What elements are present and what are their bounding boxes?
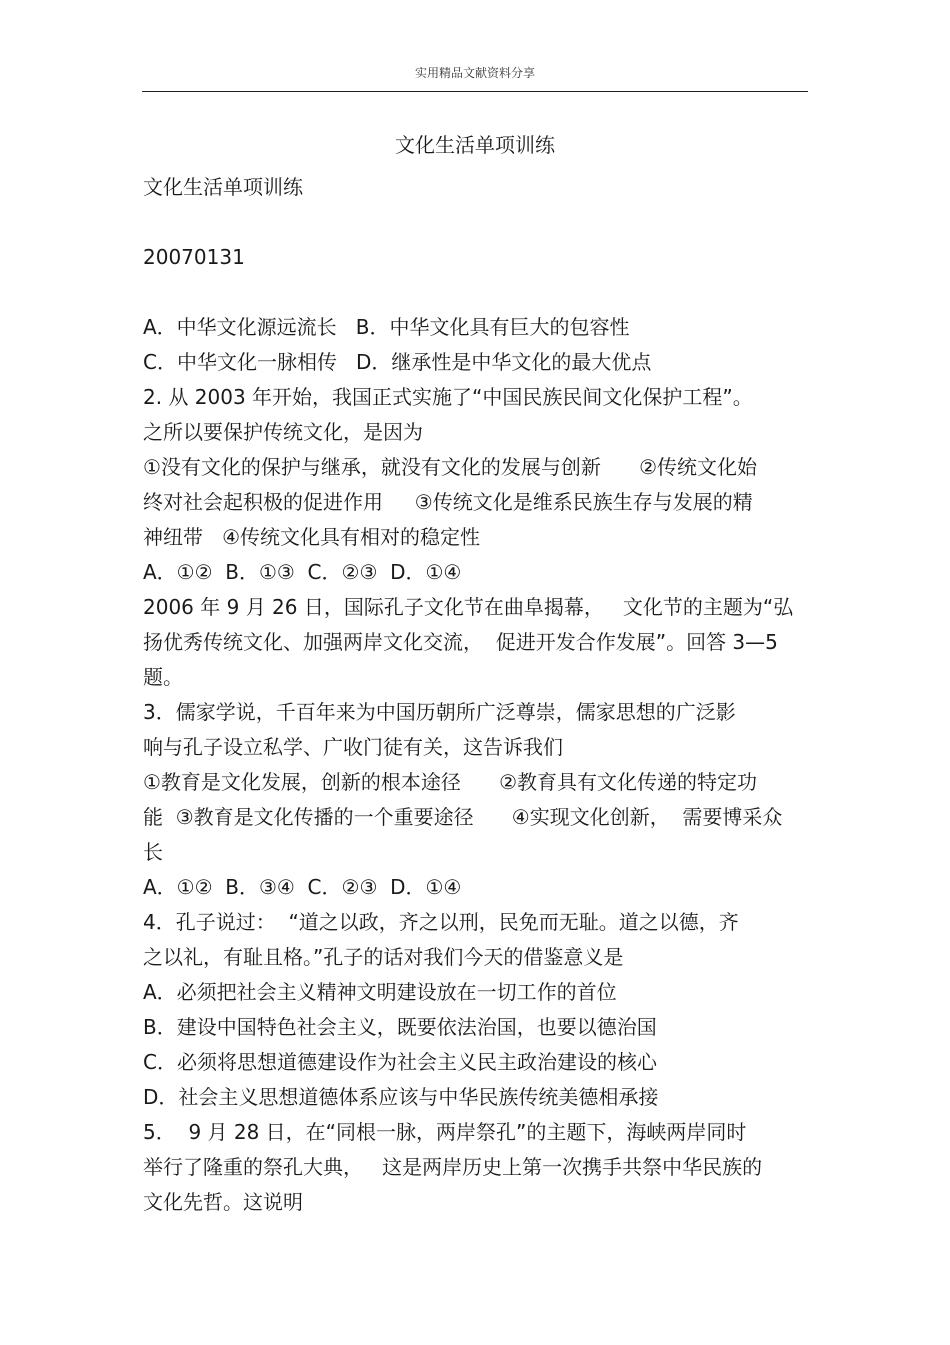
text-line: C．必须将思想道德建设作为社会主义民主政治建设的核心: [143, 1050, 657, 1074]
text-line: 能 ③教育是文化传播的一个重要途径 ④实现文化创新， 需要博采众: [143, 805, 783, 829]
date-label: 20070131: [143, 245, 245, 269]
text-line: 神纽带 ④传统文化具有相对的稳定性: [143, 525, 481, 549]
text-line: 3．儒家学说，千百年来为中国历朝所广泛尊崇，儒家思想的广泛影: [143, 700, 736, 724]
text-line: 2. 从 2003 年开始，我国正式实施了“中国民族民间文化保护工程”。: [143, 385, 753, 409]
section-title: 文化生活单项训练: [143, 175, 303, 199]
text-line: C．中华文化一脉相传 D．继承性是中华文化的最大优点: [143, 350, 652, 374]
document-body: [143, 170, 813, 1220]
text-line: ①没有文化的保护与继承，就没有文化的发展与创新 ②传统文化始: [143, 455, 758, 479]
text-line: D．社会主义思想道德体系应该与中华民族传统美德相承接: [143, 1085, 659, 1109]
text-line: 长: [143, 840, 163, 864]
text-line: 之所以要保护传统文化，是因为: [143, 420, 423, 444]
document-title: 文化生活单项训练: [395, 133, 555, 157]
page-header: 实用精品文献资料分享: [414, 66, 535, 80]
text-line: A．①② B．①③ C．②③ D．①④: [143, 560, 462, 584]
text-line: 5． 9 月 28 日，在“同根一脉，两岸祭孔”的主题下，海峡两岸同时: [143, 1120, 747, 1144]
text-line: 响与孔子设立私学、广收门徒有关，这告诉我们: [143, 735, 563, 759]
spacer: [143, 275, 813, 310]
text-line: A．中华文化源远流长 B．中华文化具有巨大的包容性: [143, 315, 630, 339]
text-line: 扬优秀传统文化、加强两岸文化交流， 促进开发合作发展”。回答 3—5: [143, 630, 778, 654]
spacer: [143, 205, 813, 240]
text-line: 2006 年 9 月 26 日，国际孔子文化节在曲阜揭幕， 文化节的主题为“弘: [143, 595, 794, 619]
text-line: A．①② B．③④ C．②③ D．①④: [143, 875, 462, 899]
text-line: 文化先哲。这说明: [143, 1190, 303, 1214]
text-line: 4．孔子说过： “道之以政，齐之以刑，民免而无耻。道之以德，齐: [143, 910, 739, 934]
text-line: 终对社会起积极的促进作用 ③传统文化是维系民族生存与发展的精: [143, 490, 753, 514]
header-divider: [142, 91, 808, 92]
text-line: 之以礼，有耻且格。”孔子的话对我们今天的借鉴意义是: [143, 945, 624, 969]
text-line: ①教育是文化发展，创新的根本途径 ②教育具有文化传递的特定功: [143, 770, 758, 794]
text-line: A．必须把社会主义精神文明建设放在一切工作的首位: [143, 980, 617, 1004]
text-line: 举行了隆重的祭孔大典， 这是两岸历史上第一次携手共祭中华民族的: [143, 1155, 763, 1179]
text-line: 题。: [143, 665, 183, 689]
question-lines: [143, 310, 813, 1220]
text-line: B．建设中国特色社会主义，既要依法治国，也要以德治国: [143, 1015, 657, 1039]
